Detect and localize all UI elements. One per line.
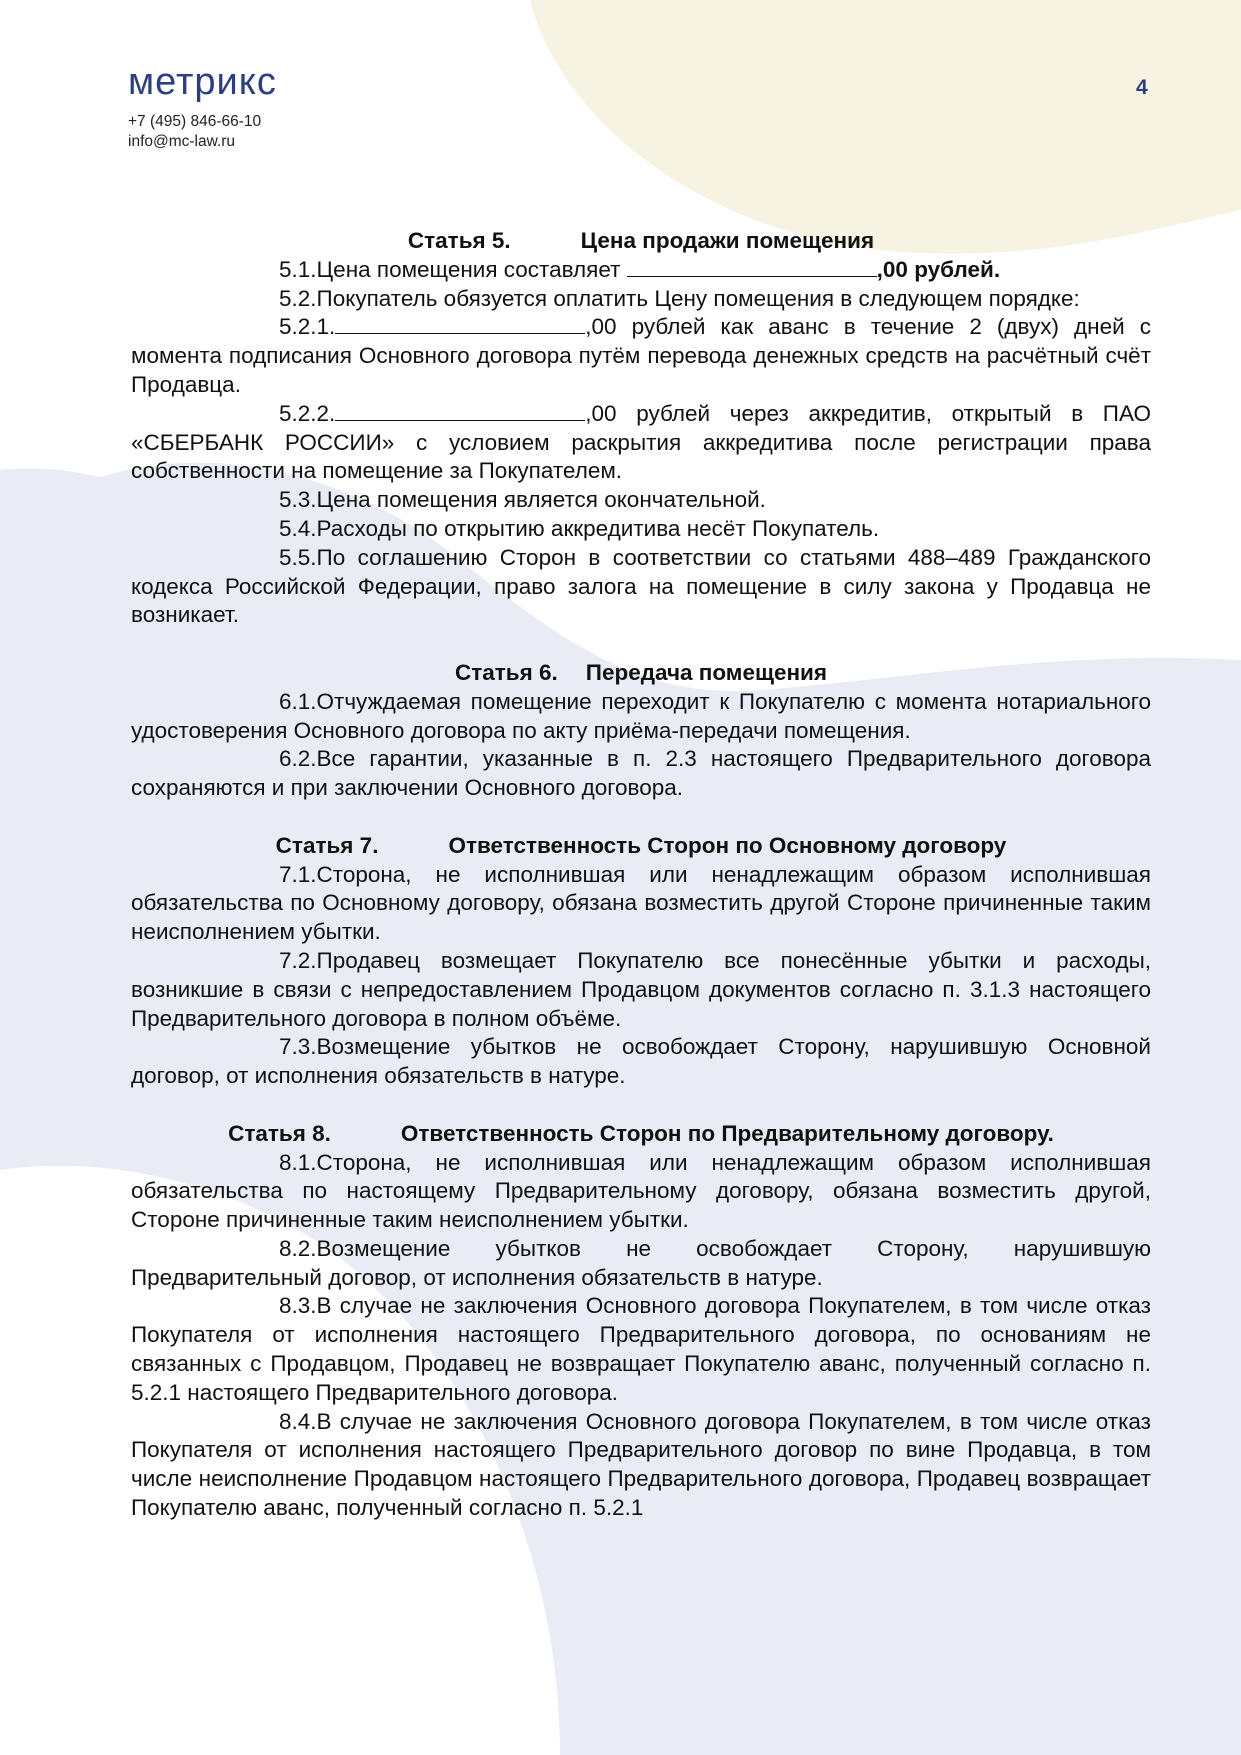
clause-5-3: [131, 486, 1151, 515]
clause-7-1: [131, 861, 1151, 947]
section-spacer: [131, 630, 1151, 659]
clause-number: 8.3.: [279, 1293, 317, 1319]
contact-info: [128, 112, 277, 152]
clause-number: 6.2.: [279, 746, 317, 772]
clause-number: 7.1.: [279, 861, 317, 887]
blank-line: [335, 400, 585, 421]
article-title: Ответственность Сторон по Предварительному договору.: [400, 1120, 1054, 1146]
clause-number: 6.1.: [279, 688, 317, 714]
clause-text: ,00 рублей как аванс в течение 2 (двух) дней с момента подписания Основного договора путём перевода денежных средств на расчётный счёт Продавца.: [131, 314, 1151, 397]
clause-suffix: ,00 рублей.: [876, 256, 1001, 282]
email-address: info@mc-law.ru: [128, 133, 236, 150]
clause-text: Возмещение убытков не освобождает Сторону, нарушившую Предварительный договор, от исполнения обязательств в натуре.: [131, 1235, 1151, 1290]
clause-8-2: [131, 1235, 1151, 1293]
article-number: Статья 6.: [454, 659, 558, 685]
article-number: Статья 7.: [275, 832, 379, 858]
clause-number: 5.2.1.: [279, 314, 336, 340]
article-title: Ответственность Сторон по Основному договору: [448, 832, 1007, 858]
clause-5-2-2: [131, 400, 1151, 486]
section-spacer: [131, 1091, 1151, 1120]
article-8-heading: [131, 1120, 1151, 1149]
clause-number: 7.2.: [279, 947, 317, 973]
clause-text: Цена помещения является окончательной.: [316, 487, 766, 513]
clause-number: 5.3.: [279, 487, 317, 513]
clause-number: 8.2.: [279, 1235, 317, 1261]
article-number: Статья 5.: [407, 228, 511, 253]
article-6-heading: [131, 659, 1151, 688]
clause-text: Цена помещения составляет: [316, 256, 627, 282]
clause-5-4: [131, 515, 1151, 544]
clause-7-3: [131, 1033, 1151, 1091]
article-5-heading: [131, 227, 1151, 256]
clause-number: 5.5.: [279, 544, 317, 570]
clause-text: ,00 рублей через аккредитив, открытый в ПАО «СБЕРБАНК РОССИИ» с условием раскрытия аккредитива после регистрации права собственности на помещение за Покупателем.: [131, 400, 1151, 484]
clause-text: Отчуждаемая помещение переходит к Покупателю с момента нотариального удостоверения Основного договора по акту приёма-передачи помещения.: [131, 688, 1151, 743]
clause-5-2-1: [131, 313, 1151, 399]
clause-text: В случае не заключения Основного договора Покупателем, в том числе отказ Покупателя от исполнения настоящего Предварительного договора, по основаниям не связанных с Продавцом, Продавец не возвращает Покупателю аванс, полученный согласно п. 5.2.1 настоящего Предварительного договора.: [131, 1293, 1151, 1405]
company-logo: метрикс: [128, 61, 277, 103]
clause-number: 7.3.: [279, 1034, 317, 1060]
clause-6-1: [131, 688, 1151, 746]
article-title: Передача помещения: [585, 659, 828, 685]
document-body: [131, 227, 1151, 1523]
article-7-heading: [131, 832, 1151, 861]
clause-number: 5.1.: [279, 256, 317, 282]
clause-8-1: [131, 1149, 1151, 1235]
letterhead: [128, 62, 277, 152]
clause-text: Сторона, не исполнившая или ненадлежащим образом исполнившая обязательства по Основному договору, обязана возместить другой Стороне причиненные таким неисполнением убытки.: [131, 861, 1151, 945]
clause-number: 5.2.: [279, 285, 317, 311]
clause-number: 5.2.2.: [279, 400, 336, 426]
clause-text: Продавец возмещает Покупателю все понесённые убытки и расходы, возникшие в связи с непредоставлением Продавцом документов согласно п. 3.1.3 настоящего Предварительного договора в полном объёме.: [131, 947, 1151, 1031]
blank-line: [627, 256, 877, 277]
page-number: 4: [1136, 76, 1148, 99]
clause-text: Все гарантии, указанные в п. 2.3 настоящего Предварительного договора сохраняются и при заключении Основного договора.: [131, 746, 1151, 801]
clause-number: 8.1.: [279, 1149, 317, 1175]
clause-text: Возмещение убытков не освобождает Сторону, нарушившую Основной договор, от исполнения обязательств в натуре.: [131, 1034, 1151, 1089]
clause-text: Сторона, не исполнившая или ненадлежащим образом исполнившая обязательства по настоящему Предварительному договору, обязана возместить другой, Стороне причиненные таким неисполнением убытки.: [131, 1149, 1151, 1233]
clause-number: 8.4.: [279, 1408, 317, 1434]
clause-5-2: [131, 285, 1151, 314]
clause-text: По соглашению Сторон в соответствии со статьями 488–489 Гражданского кодекса Российской Федерации, право залога на помещение в силу закона у Продавца не возникает.: [131, 544, 1151, 628]
clause-text: В случае не заключения Основного договора Покупателем, в том числе отказ Покупателя от исполнения настоящего Предварительного договор по вине Продавца, в том числе неисполнение Продавцом настоящего Предварительного договора, Продавец возвращает Покупателю аванс, полученный согласно п. 5.2.1: [131, 1408, 1151, 1521]
clause-number: 5.4.: [279, 515, 317, 541]
phone-number: +7 (495) 846-66-10: [128, 113, 262, 130]
clause-5-5: [131, 544, 1151, 630]
section-spacer: [131, 803, 1151, 832]
clause-8-3: [131, 1292, 1151, 1407]
blank-line: [335, 313, 585, 334]
clause-text: Покупатель обязуется оплатить Цену помещения в следующем порядке:: [316, 285, 1080, 311]
clause-5-1: [131, 256, 1151, 285]
article-title: Цена продажи помещения: [580, 228, 875, 253]
clause-text: Расходы по открытию аккредитива несёт Покупатель.: [316, 515, 880, 541]
background-shape-top-right: [530, 0, 1241, 254]
article-number: Статья 8.: [228, 1120, 331, 1146]
clause-8-4: [131, 1408, 1151, 1523]
clause-7-2: [131, 947, 1151, 1033]
clause-6-2: [131, 745, 1151, 803]
